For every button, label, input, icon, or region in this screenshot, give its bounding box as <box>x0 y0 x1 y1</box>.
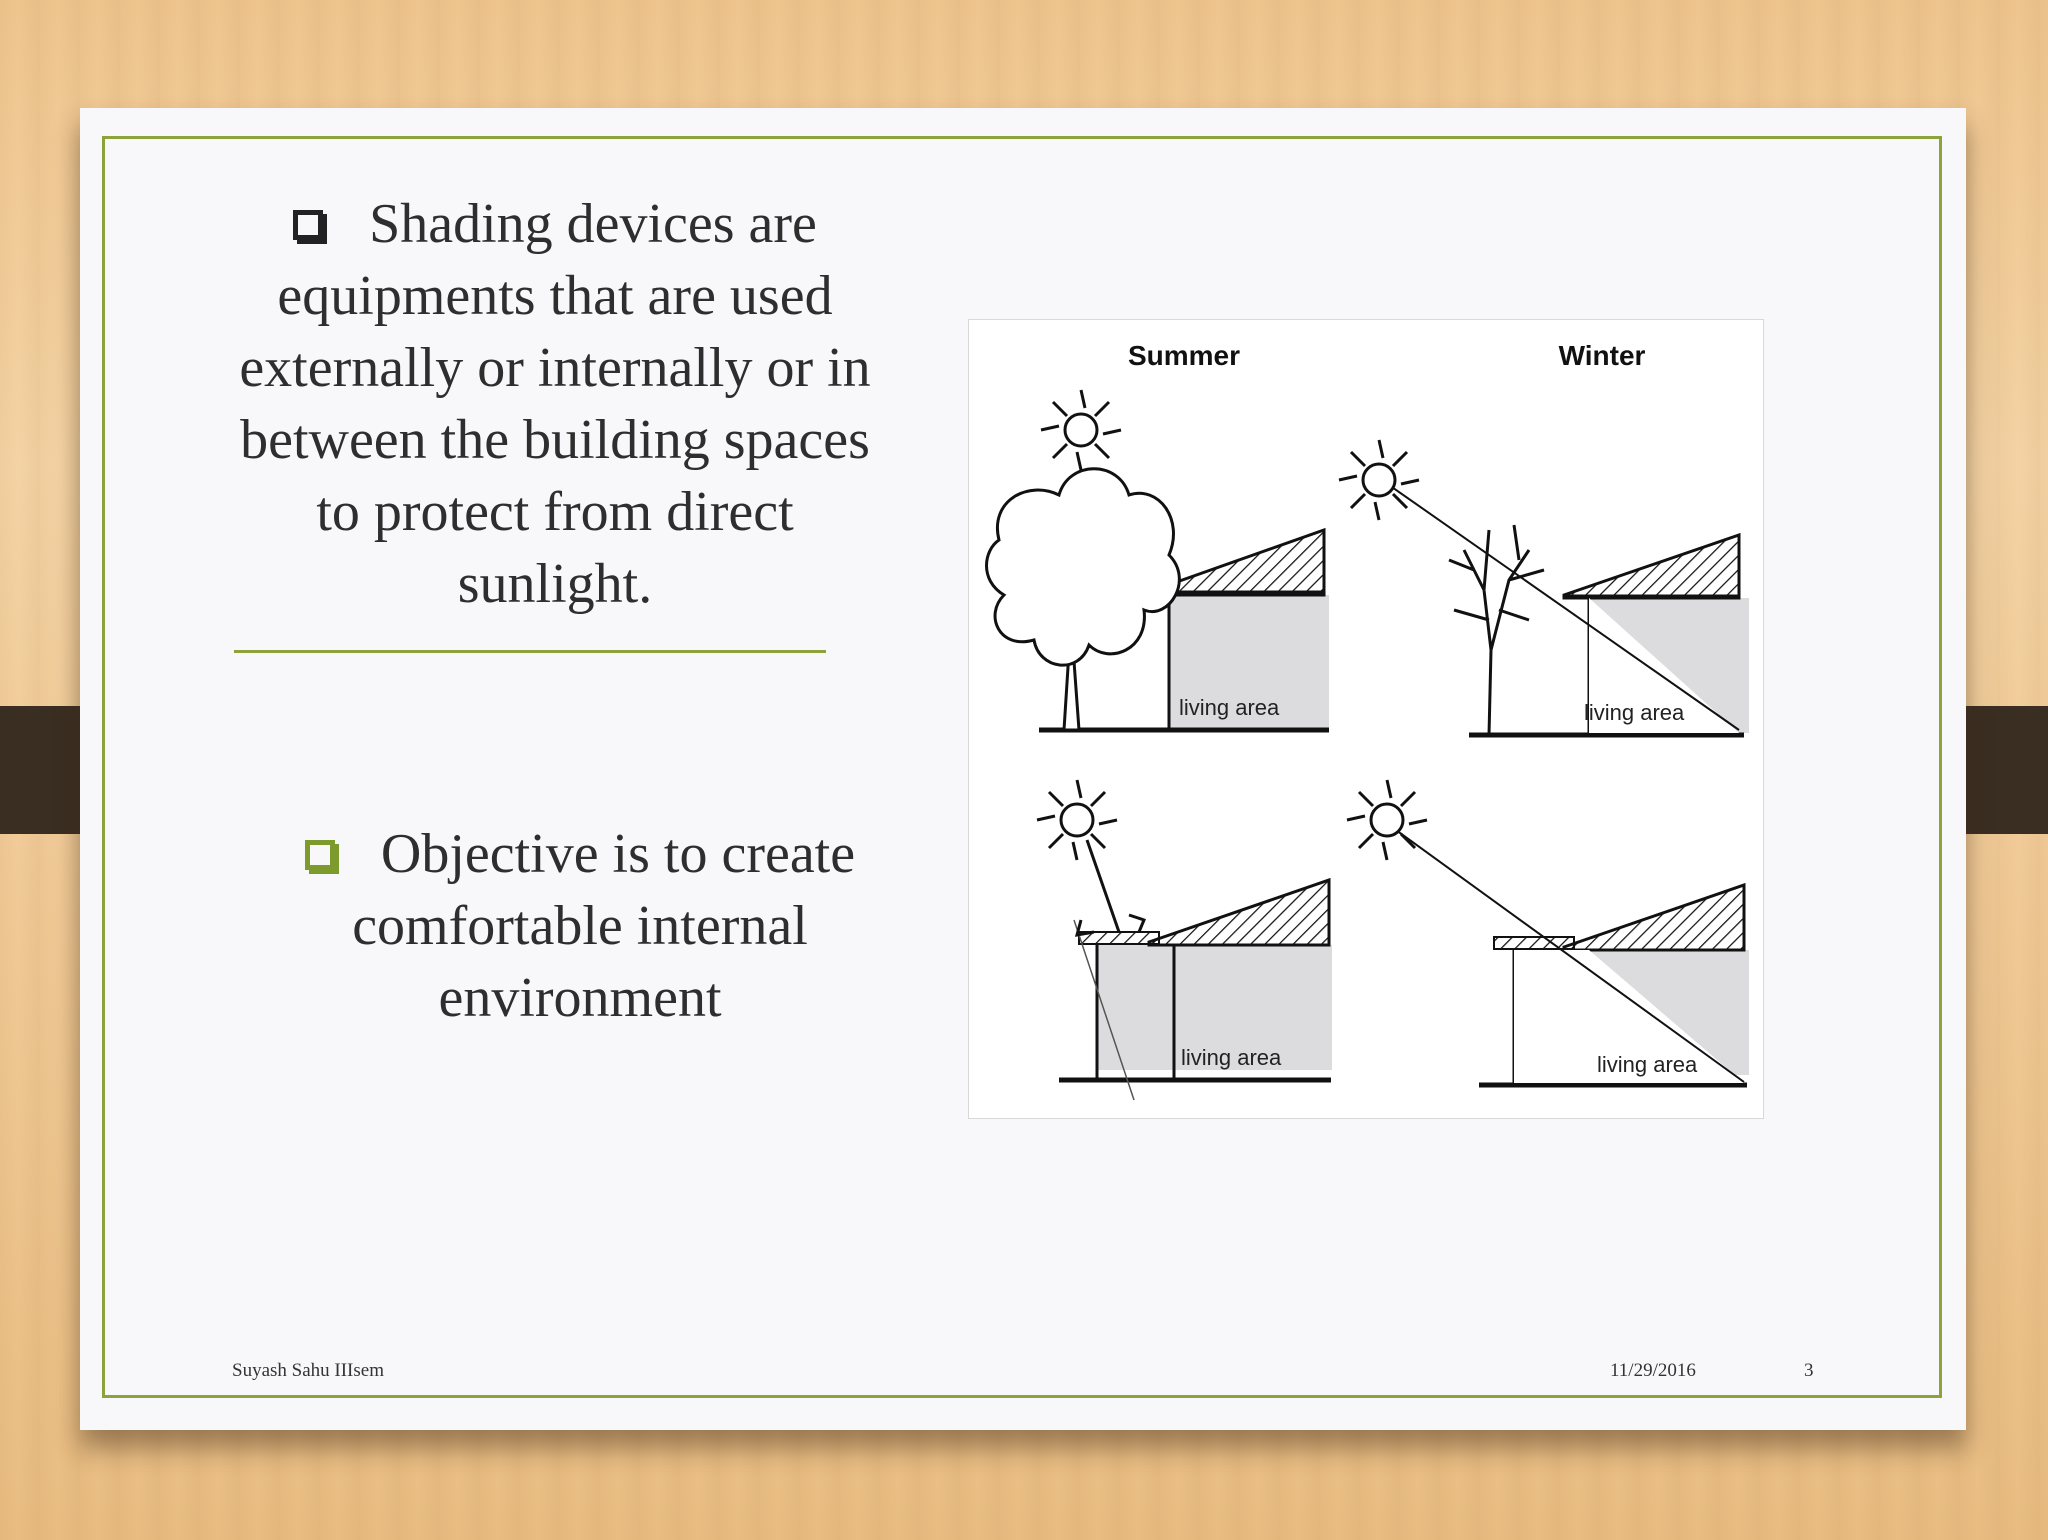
living-area-label: living area <box>1179 695 1280 720</box>
slide <box>80 108 1966 1430</box>
shading-diagram-svg <box>969 320 1765 1120</box>
panel-winter-tree <box>1339 440 1749 735</box>
living-area-label: living area <box>1597 1052 1698 1077</box>
bullet-objective <box>230 818 930 1034</box>
footer-page-number: 3 <box>1804 1360 1814 1381</box>
bullet-shading-devices <box>230 188 880 620</box>
checkbox-bullet-icon <box>305 840 335 870</box>
bullet2-text: Objective is to create comfortable internal environment <box>352 823 856 1029</box>
footer-author: Suyash Sahu IIIsem <box>232 1360 384 1381</box>
footer-date: 11/29/2016 <box>1610 1360 1696 1381</box>
bare-tree <box>1449 525 1544 735</box>
sun-icon <box>1347 780 1427 860</box>
shading-diagram <box>968 319 1764 1119</box>
living-area-label: living area <box>1584 700 1685 725</box>
sun-icon <box>1339 440 1419 520</box>
checkbox-bullet-icon <box>293 210 323 240</box>
sun-icon <box>1037 780 1117 860</box>
bullet1-text: Shading devices are equipments that are used externally or internally or in between the building spaces to protect from direct sunlight. <box>239 193 871 615</box>
sun-icon <box>1041 390 1121 470</box>
winter-label: Winter <box>1558 340 1646 371</box>
divider-line <box>234 650 826 653</box>
summer-label: Summer <box>1127 340 1241 371</box>
panel-winter-overhang <box>1347 780 1749 1085</box>
tree-canopy <box>987 469 1180 665</box>
living-area-label: living area <box>1181 1045 1282 1070</box>
panel-summer-overhang <box>1037 780 1332 1100</box>
